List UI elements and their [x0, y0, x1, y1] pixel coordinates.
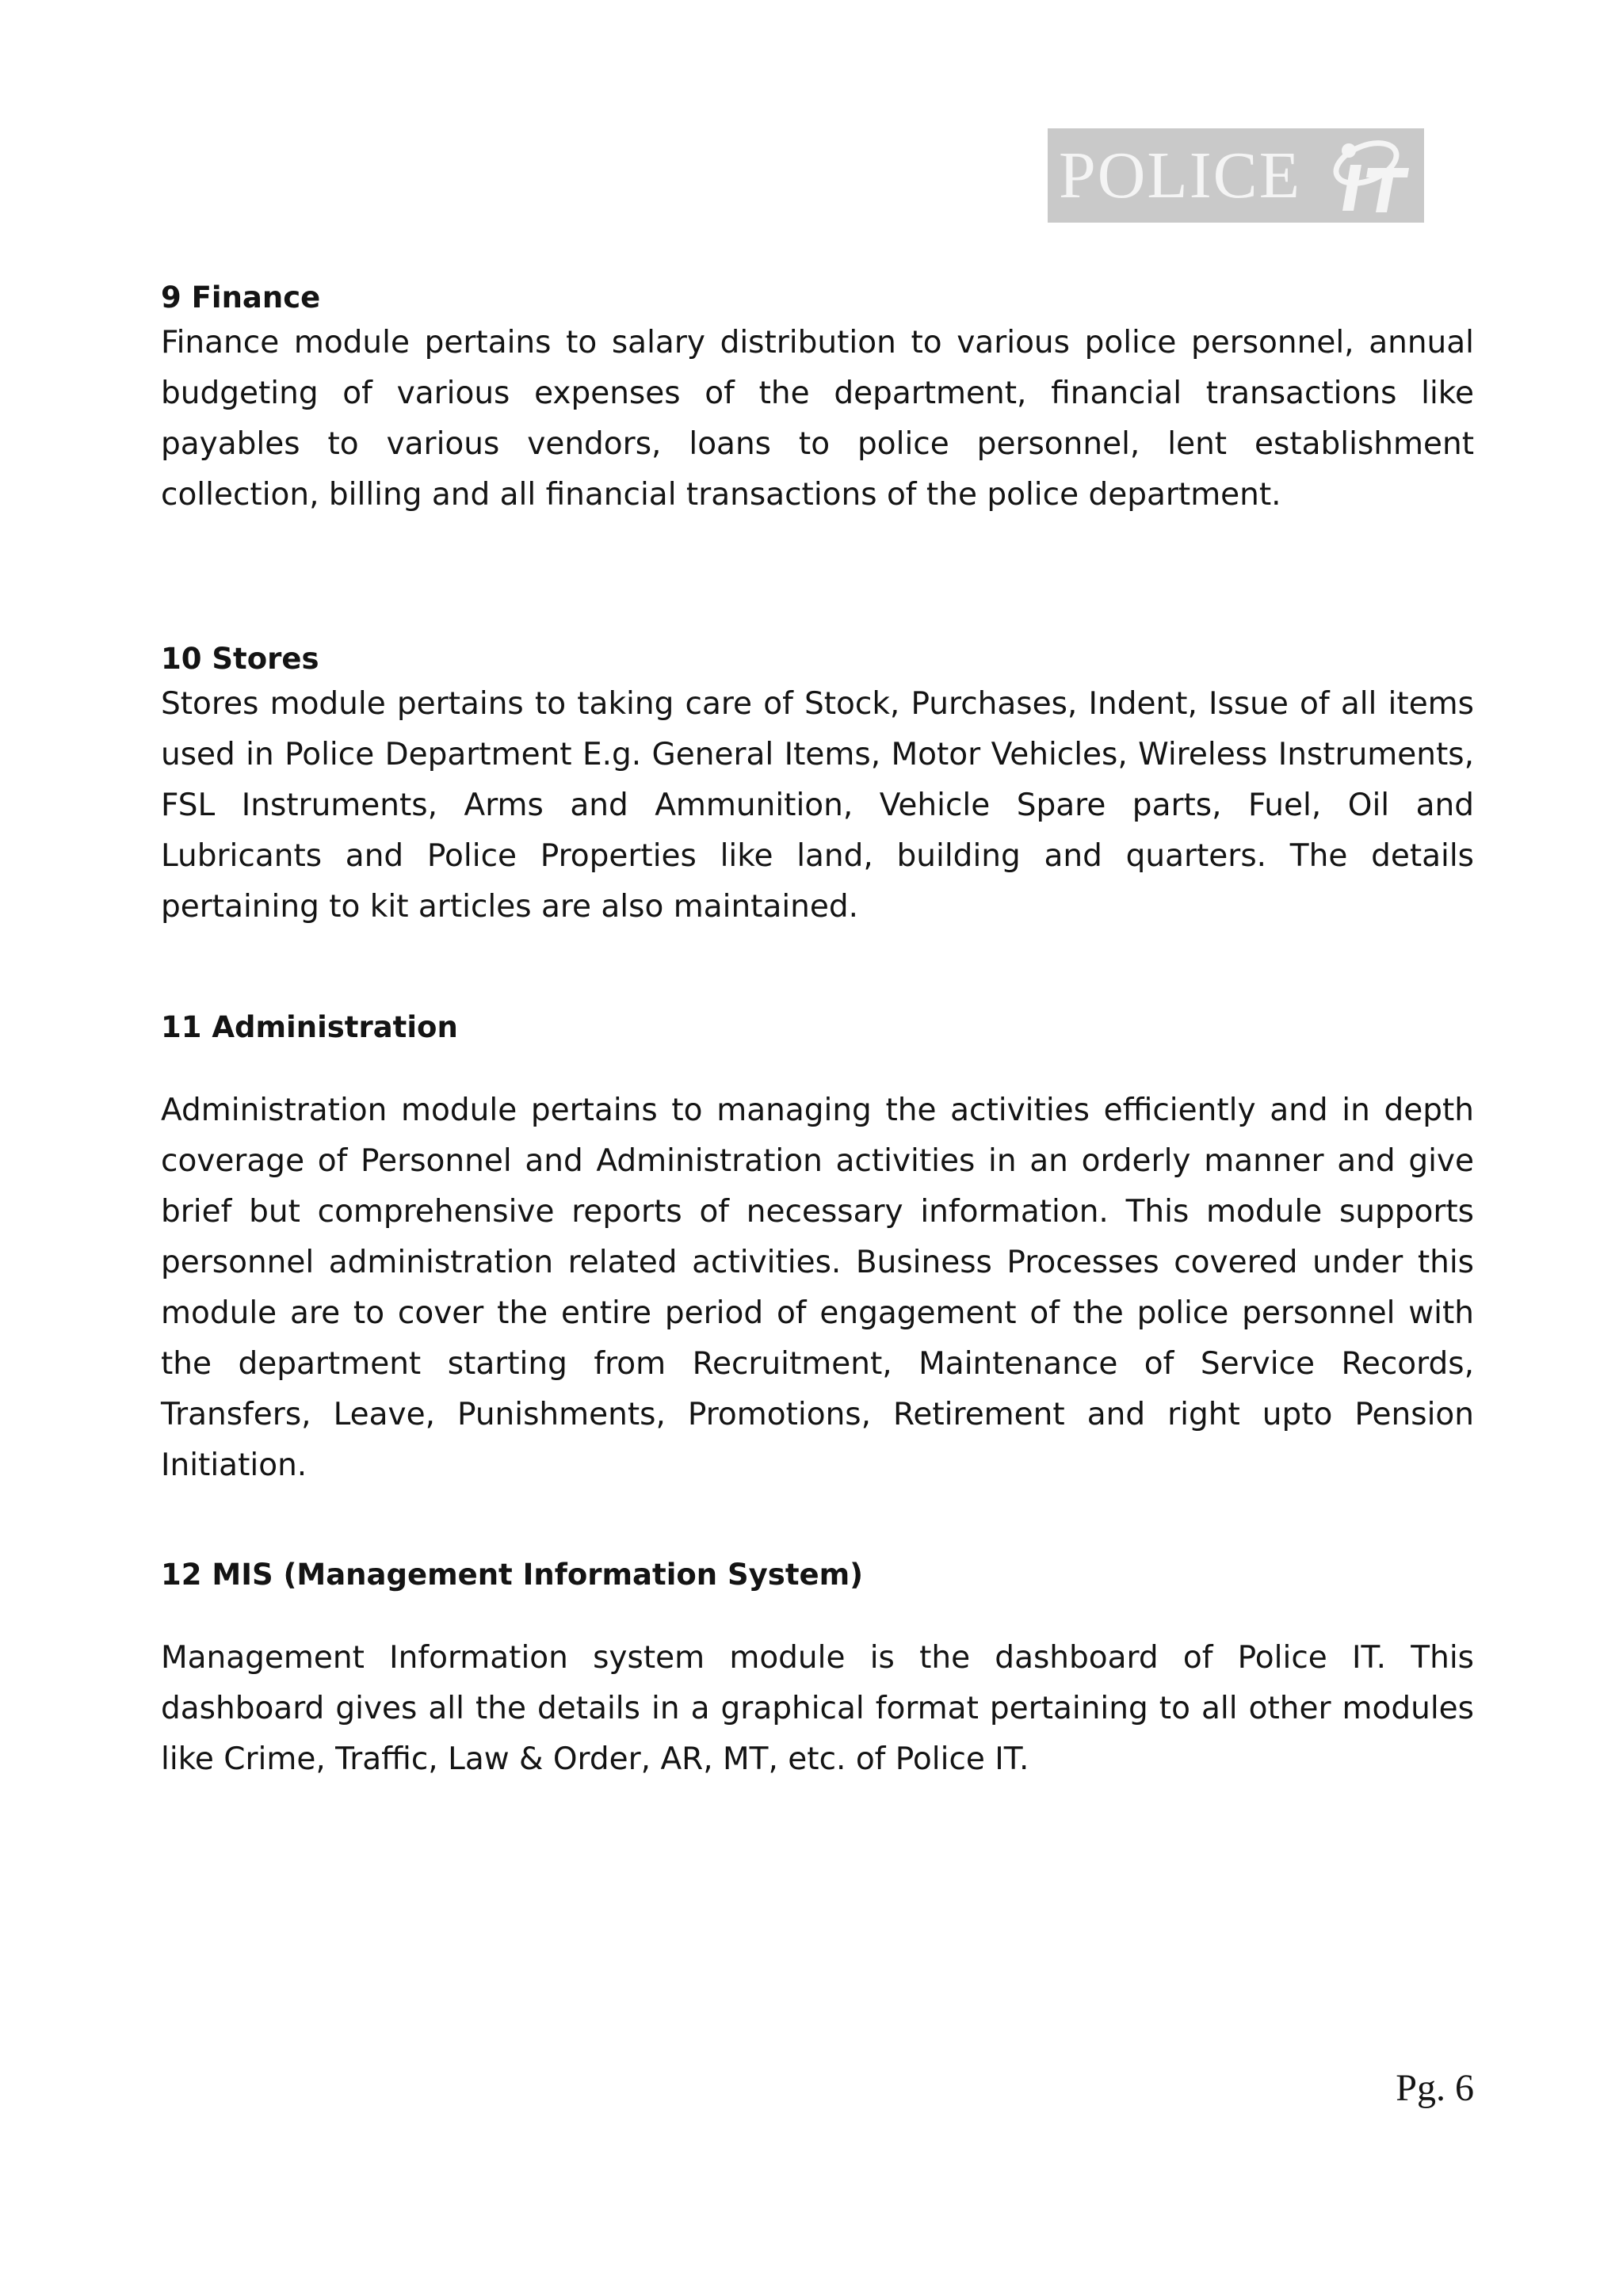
- section-finance: [161, 278, 1474, 521]
- police-it-logo: [1048, 128, 1424, 223]
- section-body: Administration module pertains to managing the activities efficiently and in depth coverage of Personnel and Administration activities in an orderly manner and give brief but comprehensive reports of necessary information. This module supports personnel administration related activities. Business Processes covered under this module are to cover the entire period of engagement of the police personnel with the department starting from Recruitment, Maintenance of Service Records, Transfers, Leave, Punishments, Promotions, Retirement and right upto Pension Initiation.: [161, 1093, 1474, 1483]
- section-body: Stores module pertains to taking care of Stock, Purchases, Indent, Issue of all items used in Police Department E.g. General Items, Motor Vehicles, Wireless Instruments, FSL Instruments, Arms and Ammunition, Vehicle Spare parts, Fuel, Oil and Lubricants and Police Properties like land, building and quarters. The details pertaining to kit articles are also maintained.: [161, 686, 1474, 925]
- it-emblem-icon: [1327, 133, 1415, 217]
- page-number: Pg. 6: [1396, 2067, 1474, 2109]
- logo-text: POLICE: [1059, 139, 1301, 212]
- section-heading: 11 Administration: [161, 1010, 458, 1044]
- section-heading: 9 Finance: [161, 280, 321, 315]
- section-heading: 12 MIS (Management Information System): [161, 1558, 864, 1592]
- section-body: Management Information system module is the dashboard of Police IT. This dashboard gives all the details in a graphical format pertaining to all other modules like Crime, Traffic, Law & Order, AR, MT, etc. of Police IT.: [161, 1640, 1474, 1777]
- section-heading: 10 Stores: [161, 642, 319, 676]
- section-administration: [161, 1008, 1474, 1491]
- section-mis: [161, 1555, 1474, 1785]
- section-stores: [161, 639, 1474, 933]
- section-body: Finance module pertains to salary distribution to various police personnel, annual budgeting of various expenses of the department, financial transactions like payables to various vendors, loans to police personnel, lent establishment collection, billing and all financial transactions of the police department.: [161, 325, 1474, 513]
